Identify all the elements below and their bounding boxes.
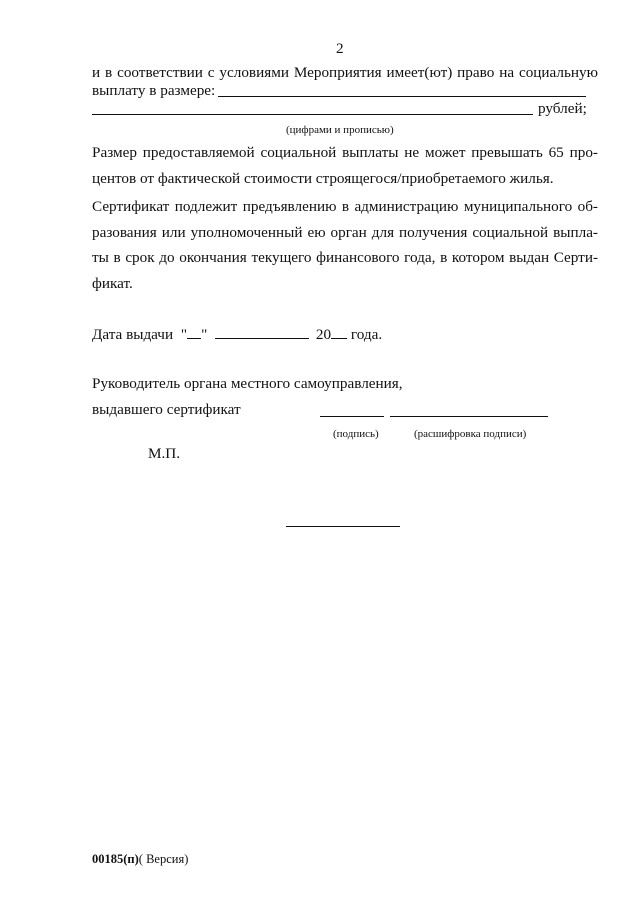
year-prefix: 20 <box>315 326 332 343</box>
footer <box>92 852 188 867</box>
footer-code: 00185(п) <box>92 852 139 866</box>
year-suffix: года. <box>350 326 383 343</box>
page-number: 2 <box>336 40 344 57</box>
rubles-label: рублей; <box>538 100 587 117</box>
stamp-label: М.П. <box>148 445 181 462</box>
decoding-caption: (расшифровка подписи) <box>414 428 527 440</box>
para2-line1: Размер предоставляемой социальной выплаты не может превышать 65 про- <box>92 144 598 161</box>
para3-line2: разования или уполномоченный ею орган для получения социальной выпла- <box>92 224 598 241</box>
amount-underline-2 <box>92 114 533 115</box>
para2-line2: центов от фактической стоимости строящегося/приобретаемого жилья. <box>92 170 554 187</box>
para1-line1: и в соответствии с условиями Мероприятия имеет(ют) право на социальную <box>92 64 598 81</box>
day-blank <box>187 324 201 339</box>
para3-line4: фикат. <box>92 275 133 292</box>
end-separator <box>286 526 400 527</box>
year-blank <box>331 324 347 339</box>
day-quote-close: " <box>201 326 208 343</box>
signature-underline <box>320 416 384 417</box>
issue-date-row <box>92 324 382 344</box>
para1-line2 <box>92 82 215 100</box>
amount-caption: (цифрами и прописью) <box>286 124 394 136</box>
day-quote-open: " <box>180 326 188 343</box>
signature-line1: Руководитель органа местного самоуправления, <box>92 375 403 392</box>
decoding-underline <box>390 416 548 417</box>
para1-line2-prefix: выплату в размере: <box>92 82 216 99</box>
issue-date-label: Дата выдачи <box>92 326 174 343</box>
footer-version: ( Версия) <box>138 852 189 866</box>
signature-line2: выдавшего сертификат <box>92 401 241 418</box>
amount-underline-1 <box>218 96 586 97</box>
para3-line3: ты в срок до окончания текущего финансового года, в котором выдан Серти- <box>92 249 598 266</box>
signature-caption: (подпись) <box>333 428 379 440</box>
para3-line1: Сертификат подлежит предъявлению в администрацию муниципального об- <box>92 198 598 215</box>
month-blank <box>215 324 309 339</box>
